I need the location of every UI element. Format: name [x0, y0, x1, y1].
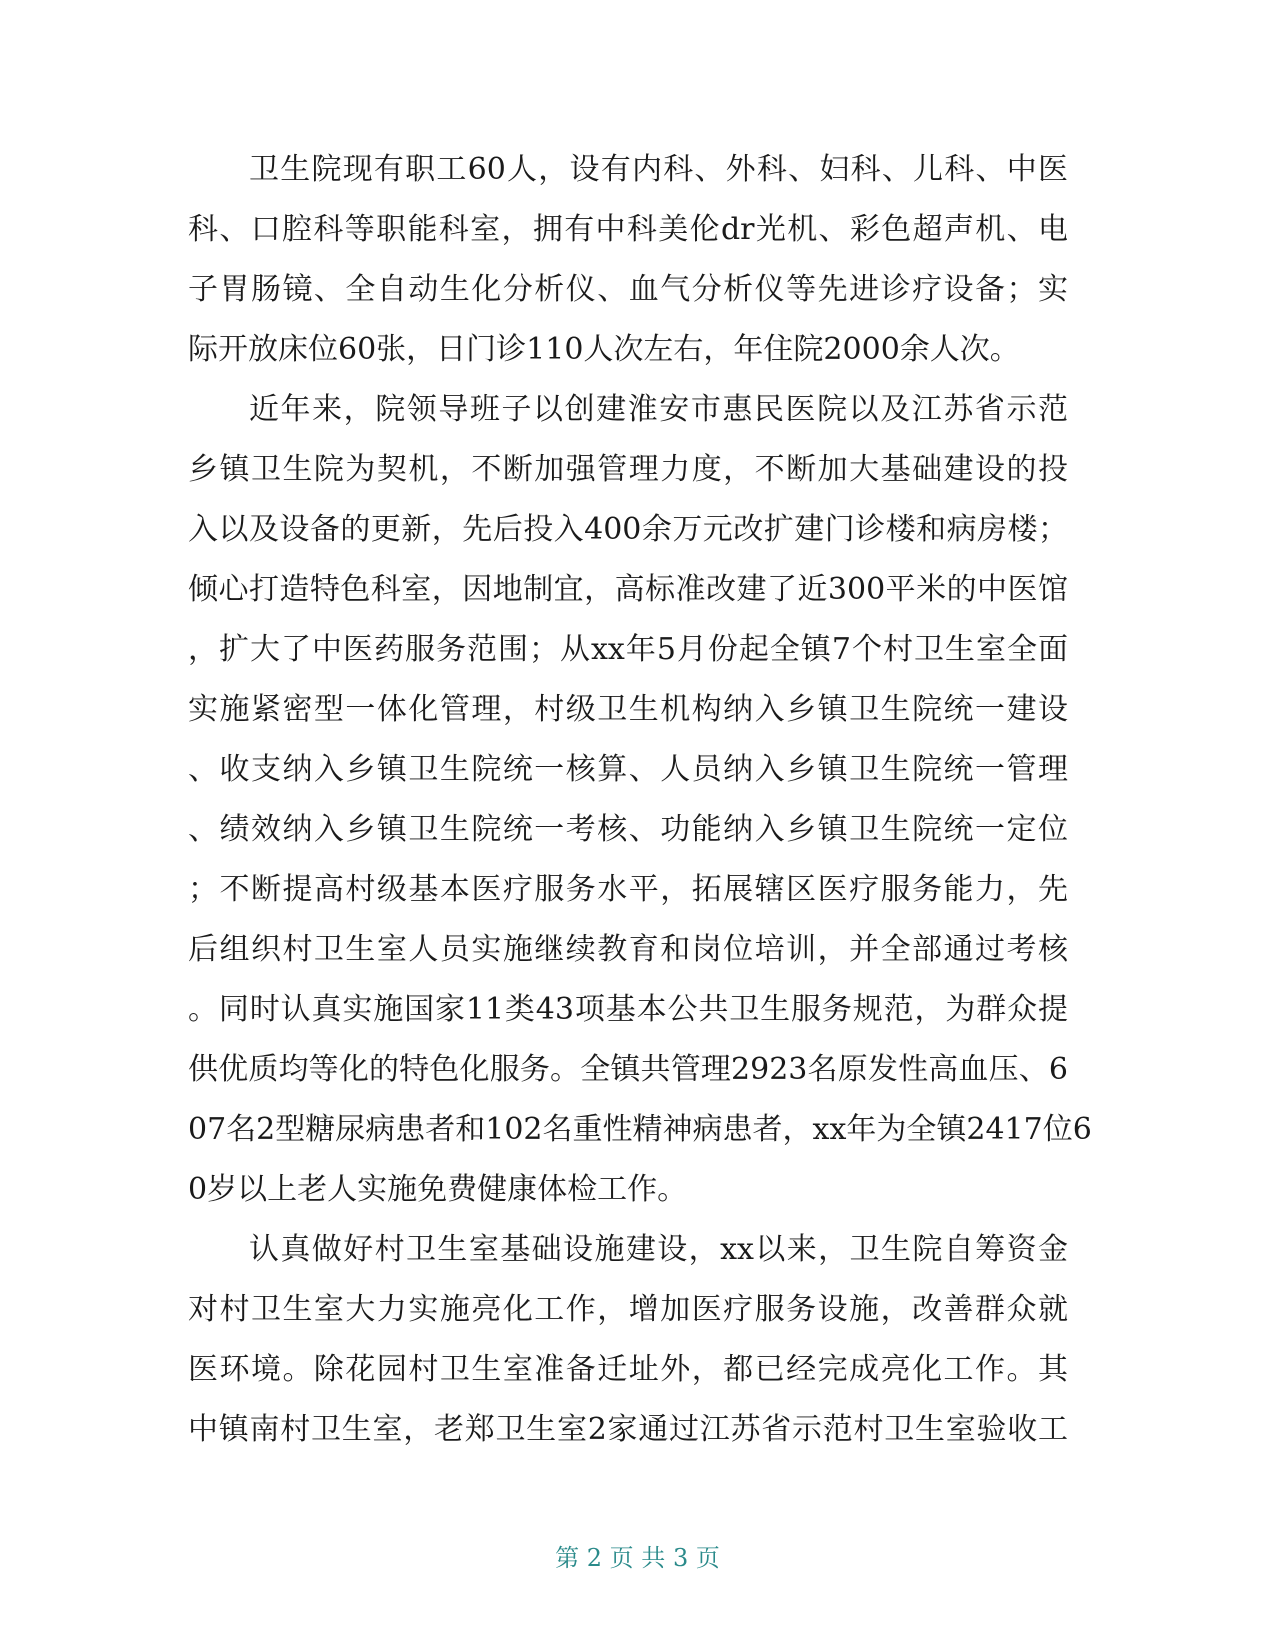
text-line: 卫生院现有职工60人，设有内科、外科、妇科、儿科、中医: [249, 152, 1068, 187]
text-line: 子胃肠镜、全自动生化分析仪、血气分析仪等先进诊疗设备；实: [188, 272, 1068, 307]
text-line: ；不断提高村级基本医疗服务水平，拓展辖区医疗服务能力，先: [188, 872, 1068, 907]
text-line: 后组织村卫生室人员实施继续教育和岗位培训，并全部通过考核: [188, 932, 1068, 967]
text-line: 医环境。除花园村卫生室准备迁址外，都已经完成亮化工作。其: [188, 1352, 1068, 1387]
text-line: 对村卫生室大力实施亮化工作，增加医疗服务设施，改善群众就: [188, 1292, 1068, 1327]
text-line: 认真做好村卫生室基础设施建设，xx以来，卫生院自筹资金: [249, 1232, 1068, 1267]
document-body: [188, 140, 1092, 1460]
text-line: 际开放床位60张，日门诊110人次左右，年住院2000余人次。: [188, 332, 1020, 367]
text-line: 实施紧密型一体化管理，村级卫生机构纳入乡镇卫生院统一建设: [188, 692, 1068, 727]
text-line: 中镇南村卫生室，老郑卫生室2家通过江苏省示范村卫生室验收工: [188, 1412, 1068, 1447]
text-line: 。同时认真实施国家11类43项基本公共卫生服务规范，为群众提: [188, 992, 1068, 1027]
page-footer: [0, 1538, 1275, 1573]
text-line: 、收支纳入乡镇卫生院统一核算、人员纳入乡镇卫生院统一管理: [188, 752, 1068, 787]
text-line: 乡镇卫生院为契机，不断加强管理力度，不断加大基础建设的投: [188, 452, 1068, 487]
text-line: 0岁以上老人实施免费健康体检工作。: [188, 1172, 688, 1207]
text-line: 、绩效纳入乡镇卫生院统一考核、功能纳入乡镇卫生院统一定位: [188, 812, 1068, 847]
text-line: 科、口腔科等职能科室，拥有中科美伦dr光机、彩色超声机、电: [188, 212, 1068, 247]
text-line: 近年来，院领导班子以创建淮安市惠民医院以及江苏省示范: [249, 392, 1068, 427]
text-line: 07名2型糖尿病患者和102名重性精神病患者，xx年为全镇2417位6: [188, 1112, 1092, 1147]
page-number: 第 2 页 共 3 页: [555, 1544, 720, 1572]
text-line: ，扩大了中医药服务范围；从xx年5月份起全镇7个村卫生室全面: [188, 632, 1068, 667]
text-line: 入以及设备的更新，先后投入400余万元改扩建门诊楼和病房楼；: [188, 512, 1068, 547]
text-line: 倾心打造特色科室，因地制宜，高标准改建了近300平米的中医馆: [188, 572, 1068, 607]
text-line: 供优质均等化的特色化服务。全镇共管理2923名原发性高血压、6: [188, 1052, 1068, 1087]
